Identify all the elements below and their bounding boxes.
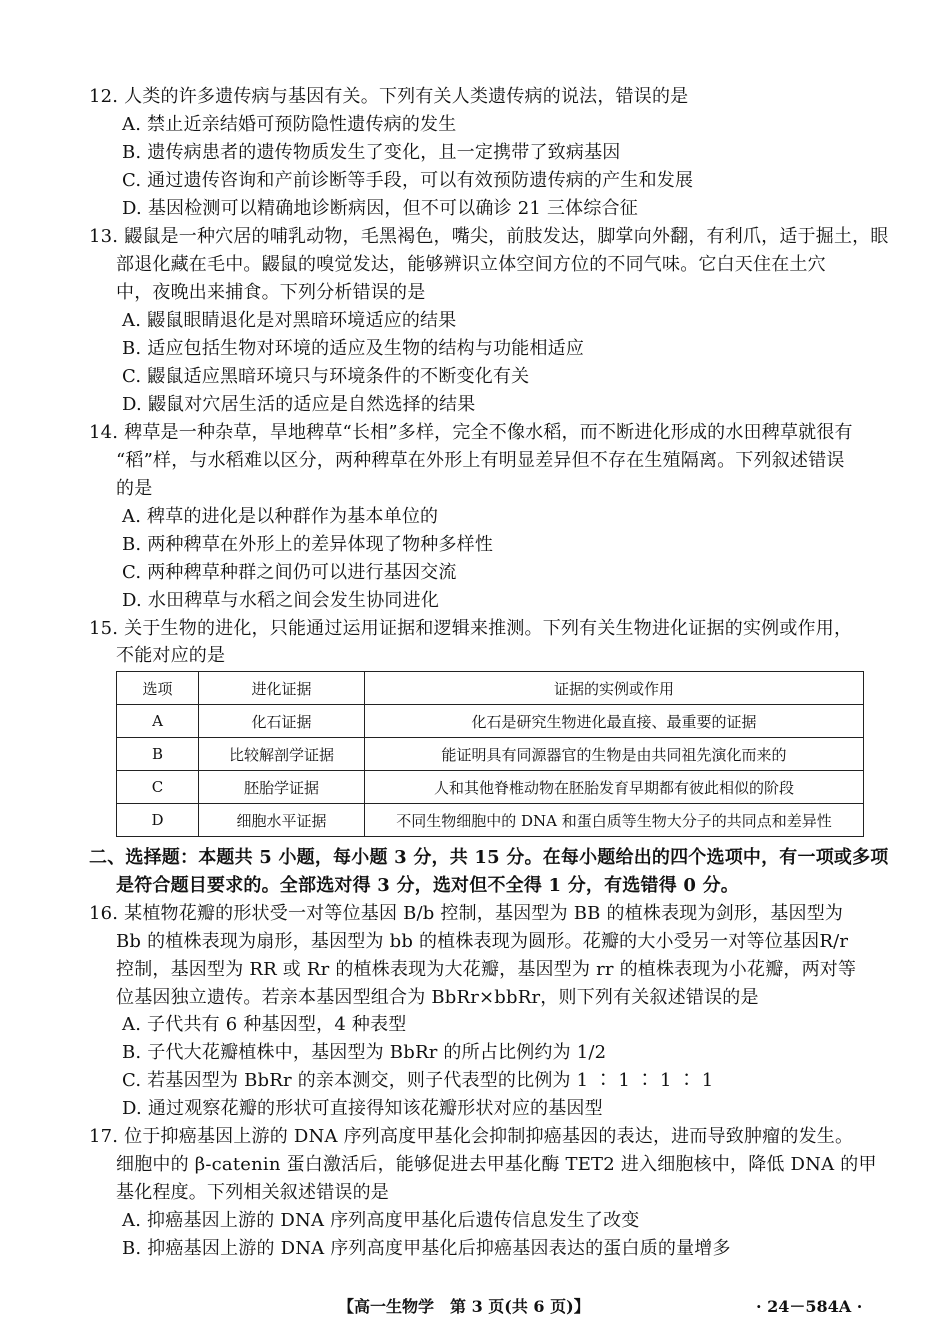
- q13-option-b: B. 适应包括生物对环境的适应及生物的结构与功能相适应: [122, 338, 585, 359]
- table-cell-evidence: 细胞水平证据: [199, 804, 365, 837]
- table-cell-evidence: 化石证据: [199, 705, 365, 738]
- q16-stem-line-1: 16. 某植物花瓣的形状受一对等位基因 B/b 控制，基因型为 BB 的植株表现为剑形，基因型为: [89, 903, 844, 924]
- q14-option-d: D. 水田稗草与水稻之间会发生协同进化: [122, 590, 440, 611]
- q13-stem-line-2: 部退化藏在毛中。鼹鼠的嗅觉发达，能够辨识立体空间方位的不同气味。它白天住在土穴: [116, 254, 826, 275]
- q16-stem-line-2: Bb 的植株表现为扇形，基因型为 bb 的植株表现为圆形。花瓣的大小受另一对等位基因R/r: [116, 931, 849, 952]
- table-cell-example: 能证明具有同源器官的生物是由共同祖先演化而来的: [365, 738, 864, 771]
- q12-option-d: D. 基因检测可以精确地诊断病因，但不可以确诊 21 三体综合征: [122, 198, 638, 219]
- q13-option-a: A. 鼹鼠眼睛退化是对黑暗环境适应的结果: [122, 310, 457, 331]
- q14-option-a: A. 稗草的进化是以种群作为基本单位的: [122, 506, 439, 527]
- q16-option-d: D. 通过观察花瓣的形状可直接得知该花瓣形状对应的基因型: [122, 1098, 603, 1119]
- table-cell-example: 不同生物细胞中的 DNA 和蛋白质等生物大分子的共同点和差异性: [365, 804, 864, 837]
- section2-heading-line-1: 二、选择题：本题共 5 小题，每小题 3 分，共 15 分。在每小题给出的四个选项中，有一项或多项: [89, 847, 889, 868]
- q15-stem-line-1: 15. 关于生物的进化，只能通过运用证据和逻辑来推测。下列有关生物进化证据的实例或作用，: [89, 618, 853, 639]
- q14-stem-line-1: 14. 稗草是一种杂草，旱地稗草“长相”多样，完全不像水稻，而不断进化形成的水田稗草就很有: [89, 422, 853, 443]
- q17-stem-line-3: 基化程度。下列相关叙述错误的是: [116, 1182, 389, 1203]
- q17-option-a: A. 抑癌基因上游的 DNA 序列高度甲基化后遗传信息发生了改变: [122, 1210, 640, 1231]
- footer-code: · 24－584A ·: [756, 1297, 863, 1316]
- q13-stem-line-1: 13. 鼹鼠是一种穴居的哺乳动物，毛黑褐色，嘴尖，前肢发达，脚掌向外翻，有利爪，适于掘土，眼: [89, 226, 889, 247]
- footer-title: 【高一生物学 第 3 页(共 6 页)】: [338, 1297, 590, 1316]
- table-header-row: [117, 672, 864, 705]
- q15-stem-line-2: 不能对应的是: [116, 645, 226, 666]
- q17-option-b: B. 抑癌基因上游的 DNA 序列高度甲基化后抑癌基因表达的蛋白质的量增多: [122, 1238, 731, 1259]
- table-row: [117, 738, 864, 771]
- section2-heading-line-2: 是符合题目要求的。全部选对得 3 分，选对但不全得 1 分，有选错得 0 分。: [116, 875, 739, 896]
- table-cell-option: B: [117, 738, 199, 771]
- q13-stem-line-3: 中，夜晚出来捕食。下列分析错误的是: [116, 282, 426, 303]
- evidence-table: [116, 671, 864, 837]
- table-cell-evidence: 胚胎学证据: [199, 771, 365, 804]
- q12-option-b: B. 遗传病患者的遗传物质发生了变化，且一定携带了致病基因: [122, 142, 621, 163]
- table-row: [117, 771, 864, 804]
- table-cell-example: 化石是研究生物进化最直接、最重要的证据: [365, 705, 864, 738]
- table-cell-evidence: 比较解剖学证据: [199, 738, 365, 771]
- q17-stem-line-1: 17. 位于抑癌基因上游的 DNA 序列高度甲基化会抑制抑癌基因的表达，进而导致肿瘤的发生。: [89, 1126, 854, 1147]
- q13-option-d: D. 鼹鼠对穴居生活的适应是自然选择的结果: [122, 394, 476, 415]
- q12-option-c: C. 通过遗传咨询和产前诊断等手段，可以有效预防遗传病的产生和发展: [122, 170, 694, 191]
- q12-option-a: A. 禁止近亲结婚可预防隐性遗传病的发生: [122, 114, 457, 135]
- q16-option-c: C. 若基因型为 BbRr 的亲本测交，则子代表型的比例为 1 ∶ 1 ∶ 1 ∶ 1: [122, 1070, 714, 1091]
- q13-option-c: C. 鼹鼠适应黑暗环境只与环境条件的不断变化有关: [122, 366, 530, 387]
- table-cell-option: D: [117, 804, 199, 837]
- table-row: [117, 705, 864, 738]
- table-header-example: 证据的实例或作用: [365, 672, 864, 705]
- q16-stem-line-4: 位基因独立遗传。若亲本基因型组合为 BbRr×bbRr，则下列有关叙述错误的是: [116, 987, 759, 1008]
- table-header-evidence: 进化证据: [199, 672, 365, 705]
- table-cell-option: A: [117, 705, 199, 738]
- table-row: [117, 804, 864, 837]
- q14-stem-line-3: 的是: [116, 478, 153, 499]
- q16-option-b: B. 子代大花瓣植株中，基因型为 BbRr 的所占比例约为 1/2: [122, 1042, 607, 1063]
- table-cell-option: C: [117, 771, 199, 804]
- q16-option-a: A. 子代共有 6 种基因型，4 种表型: [122, 1014, 407, 1035]
- table-header-option: 选项: [117, 672, 199, 705]
- q14-stem-line-2: “稻”样，与水稻难以区分，两种稗草在外形上有明显差异但不存在生殖隔离。下列叙述错误: [116, 450, 845, 471]
- q14-option-b: B. 两种稗草在外形上的差异体现了物种多样性: [122, 534, 494, 555]
- q17-stem-line-2: 细胞中的 β-catenin 蛋白激活后，能够促进去甲基化酶 TET2 进入细胞核中，降低 DNA 的甲: [116, 1154, 877, 1175]
- q16-stem-line-3: 控制，基因型为 RR 或 Rr 的植株表现为大花瓣，基因型为 rr 的植株表现为小花瓣，两对等: [116, 959, 857, 980]
- table-cell-example: 人和其他脊椎动物在胚胎发育早期都有彼此相似的阶段: [365, 771, 864, 804]
- q12-stem: 12. 人类的许多遗传病与基因有关。下列有关人类遗传病的说法，错误的是: [89, 86, 689, 107]
- q14-option-c: C. 两种稗草种群之间仍可以进行基因交流: [122, 562, 457, 583]
